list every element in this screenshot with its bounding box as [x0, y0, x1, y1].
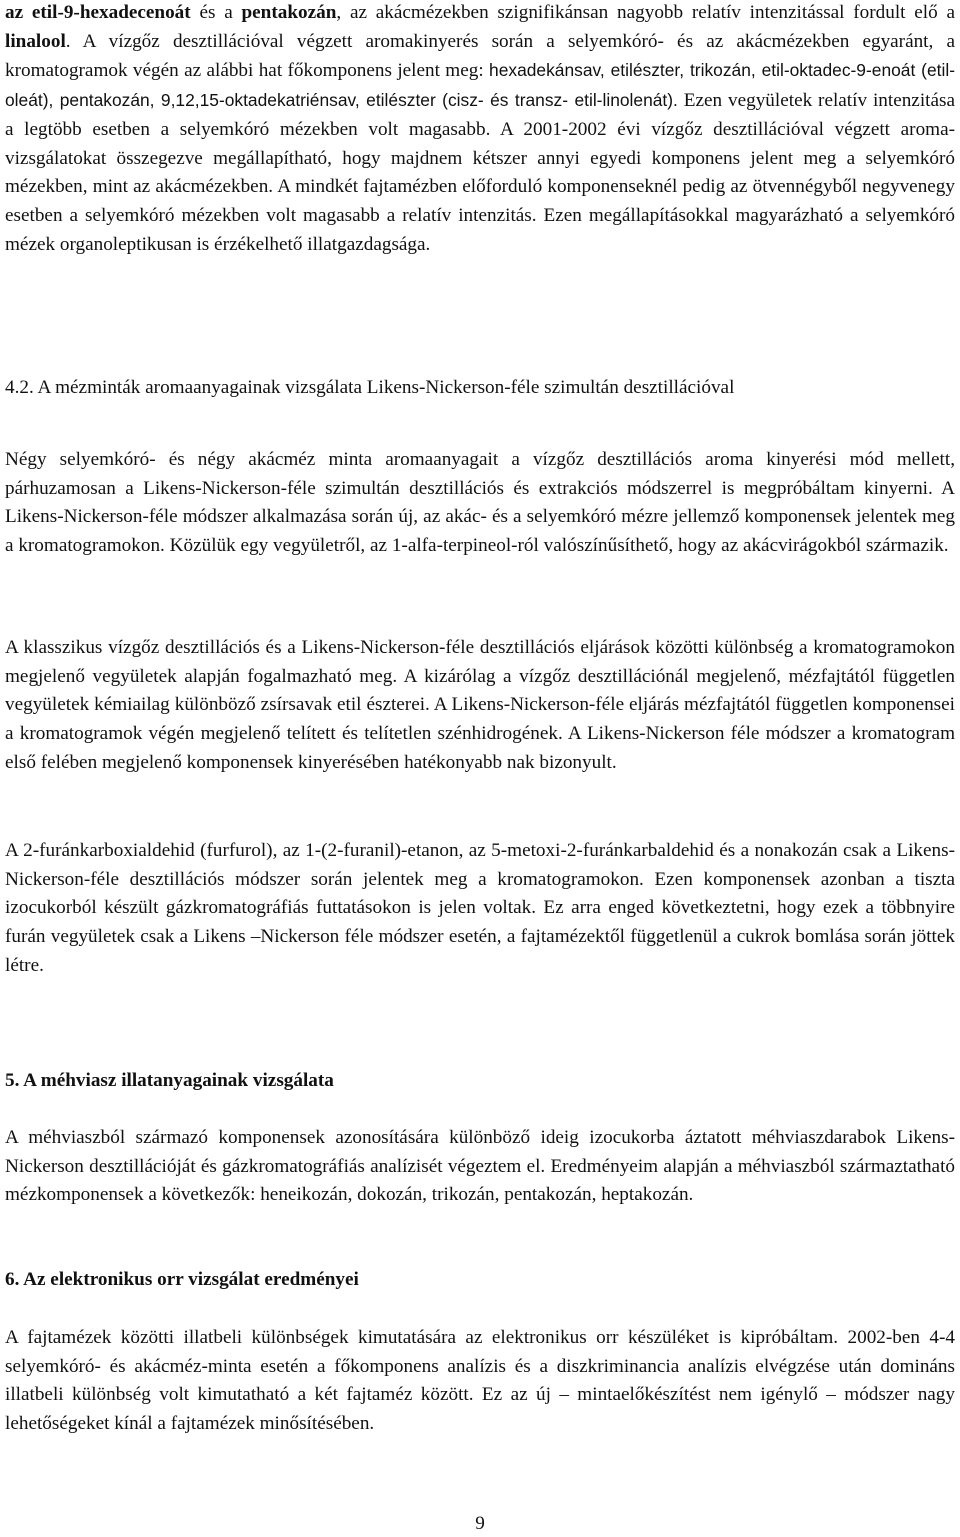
section-6-paragraph: A fajtamézek közötti illatbeli különbségek kimutatására az elektronikus orr készüléket is kipróbáltam. 2002-ben 4-4 selyemkóró- és akácméz-minta esetén a főkomponens analízis és a diszkriminancia analízis elvégzése után domináns illatbeli különbség volt kimutatható a két fajtaméz között. Ez az új – mintaelőkészítést nem igénylő – módszer nagy lehetőségeket kínál a fajtamézek minősítésében.	[5, 1327, 955, 1435]
section-4-2-paragraph-2: A klasszikus vízgőz desztillációs és a Likens-Nickerson-féle desztillációs eljárások közötti különbség a kromatogramokon megjelenő vegyületek alapján fogalmazható meg. A kizárólag a vízgőz desztillációnál megjelenő, mézfajtától független vegyületek kémiailag különböző zsírsavak etil észterei. A Likens-Nickerson-féle eljárás mézfajtától független komponensei a kromatogramok végén megjelenő telített és telítetlen szénhidrogének. A Likens-Nickerson féle módszer a kromatogram első felében megjelenő komponensek kinyerésében hatékonyabb nak bizonyult.	[5, 637, 955, 773]
component-list: hexadekánsav, etilészter, trikozán, etil-oktadec-9-enoát (etil-oleát), pentakozán, 9,12,15-oktadekatriénsav, etilészter (cisz- és transz- etil-linolenát).	[5, 60, 955, 111]
intro-text-4: A vízgőz desztillációval végzett aromakinyerés során a selyemkóró- és az akácmézekben egyaránt, a kromatogramok végén az alábbi hat főkomponens jelent meg:	[5, 30, 955, 82]
section-4-2-paragraph-1: Négy selyemkóró- és négy akácméz minta aromaanyagait a vízgőz desztillációs aroma kinyerési mód mellett, párhuzamosan a Likens-Nickerson-féle szimultán desztillációs és extrakciós módszerrel is megpróbáltam kinyerni. A Likens-Nickerson-féle módszer alkalmazása során új, az akác- és a selyemkóró mézre jellemző komponensek jelentek meg a kromatogramokon. Közülük egy vegyületről, az 1-alfa-terpineol-ról valószínűsíthető, hogy az akácvirágokból származik.	[5, 449, 955, 557]
intro-text-3: .	[65, 30, 71, 52]
section-4-2-paragraph-3: A 2-furánkarboxialdehid (furfurol), az 1-(2-furanil)-etanon, az 5-metoxi-2-furánkarbaldehid és a nonakozán csak a Likens-Nickerson-féle desztillációs módszer során jelentek meg a kromatogramokon. Ezen komponensek azonban a tiszta izocukorból készült gázkromatográfiás futtatásokon is jelen voltak. Ez arra enged következtetni, hogy ezek a többnyire furán vegyületek csak a Likens –Nickerson féle módszer esetén, a fajtamézektől függetlenül a cukrok bomlása során jöttek létre.	[5, 840, 955, 976]
intro-bold-compound-3: linalool	[5, 30, 66, 52]
section-5-heading: 5. A méhviasz illatanyagainak vizsgálata	[5, 1070, 334, 1091]
section-5-paragraph: A méhviaszból származó komponensek azonosítására különböző ideig izocukorba áztatott méhviaszdarabok Likens-Nickerson desztillációját és gázkromatográfiás analízisét végeztem el. Eredményeim alapján a méhviaszból származtatható mézkomponensek a következők: heneikozán, dokozán, trikozán, pentakozán, heptakozán.	[5, 1127, 955, 1206]
intro-text-5: Ezen vegyületek relatív intenzitása a legtöbb esetben a selyemkóró mézekben volt magasabb. A 2001-2002 évi vízgőz desztillációval végzett aroma-vizsgálatokat összegezve megállapítható, hogy majdnem kétszer annyi egyedi komponens jelent meg a selyemkóró mézekben, mint az akácmézekben. A mindkét fajtamézben előforduló komponenseknél pedig az ötvennégyből negyvenegy esetben a selyemkóró mézekben volt magasabb a relatív intenzitás. Ezen megállapításokkal magyarázható a selyemkóró mézek organoleptikusan is érzékelhető illatgazdagsága.	[5, 90, 955, 255]
intro-paragraph	[5, 0, 955, 259]
intro-bold-compound-1: az etil-9-hexadecenoát	[5, 2, 191, 23]
intro-text-1: és a	[190, 2, 242, 23]
intro-bold-compound-2: pentakozán	[241, 2, 337, 23]
section-4-2-heading: 4.2. A mézminták aromaanyagainak vizsgálata Likens-Nickerson-féle szimultán desztillációval	[5, 377, 735, 398]
page-number: 9	[475, 1513, 485, 1534]
section-6-heading: 6. Az elektronikus orr vizsgálat eredményei	[5, 1269, 359, 1290]
intro-text-2: , az akácmézekben szignifikánsan nagyobb relatív intenzitással fordult elő a	[336, 2, 955, 23]
